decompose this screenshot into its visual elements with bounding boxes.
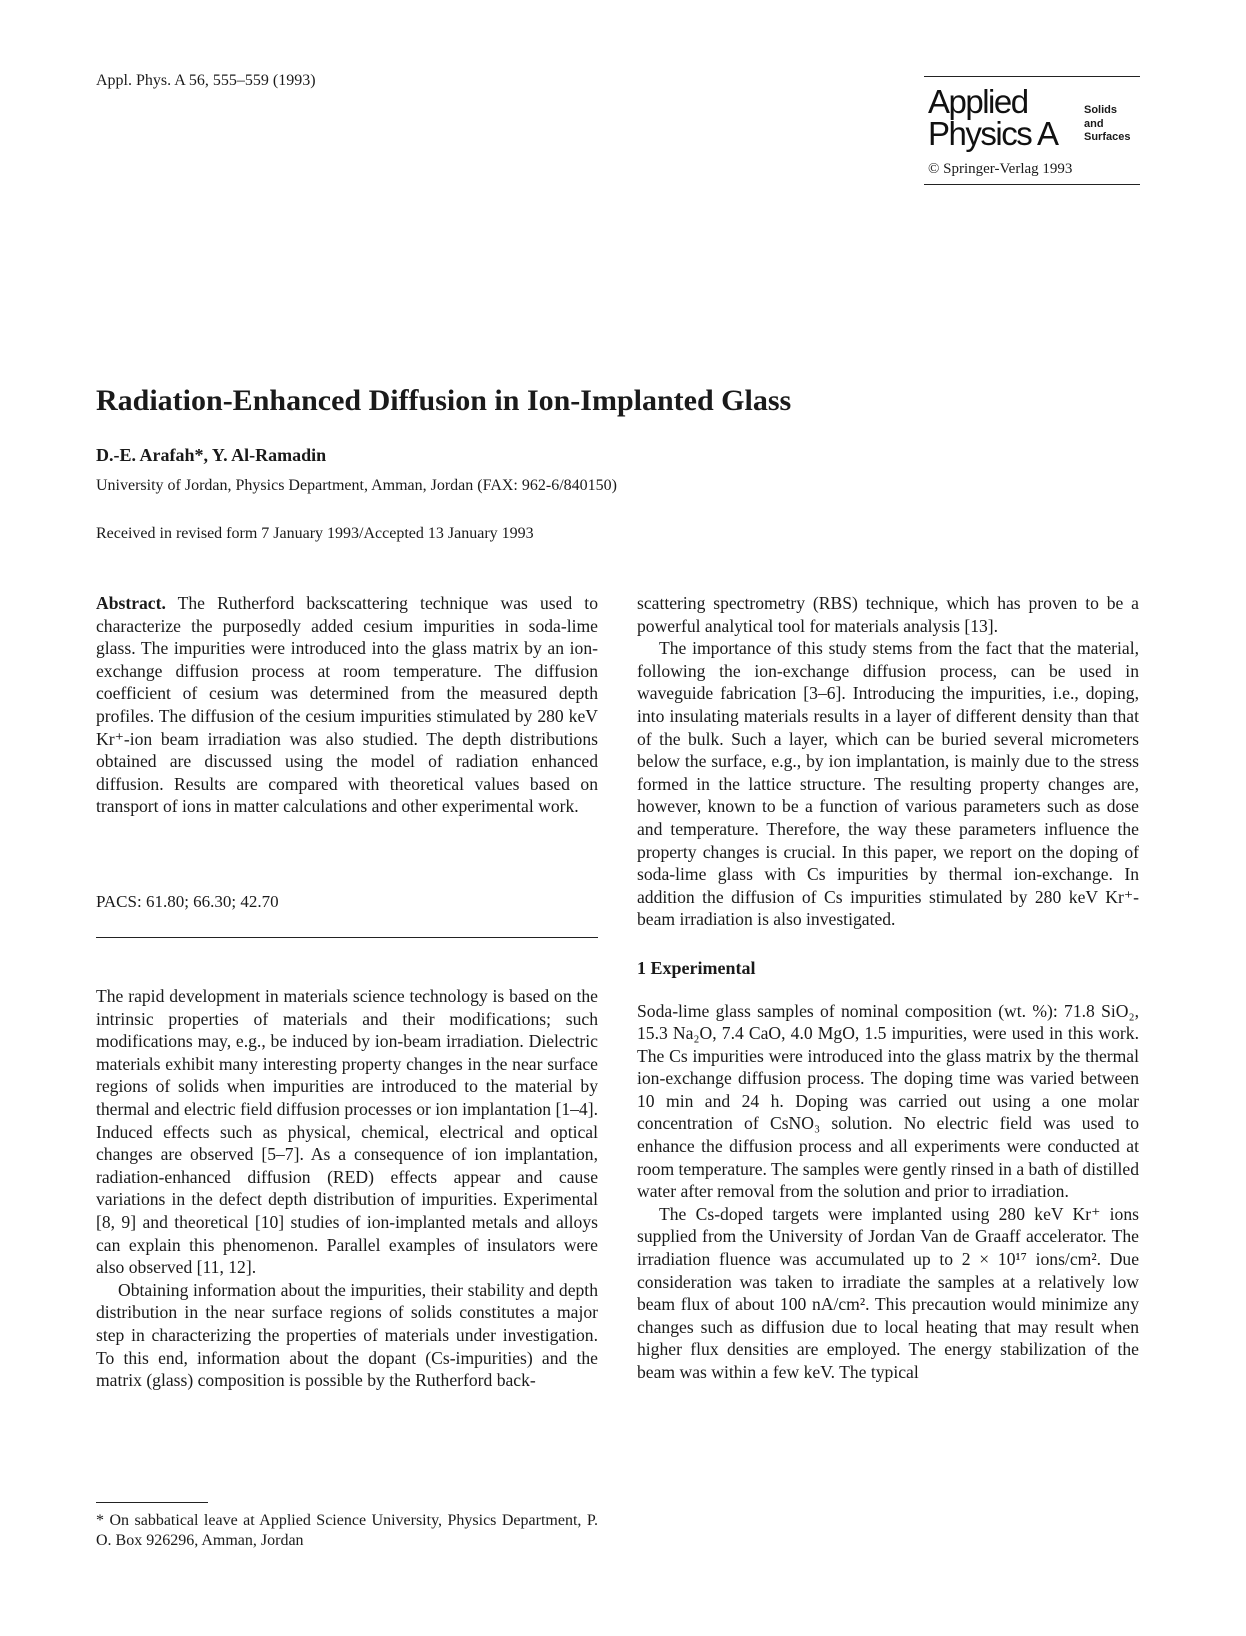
received-dates: Received in revised form 7 January 1993/Accepted 13 January 1993 bbox=[96, 525, 534, 542]
journal-logo-block bbox=[924, 76, 1140, 185]
intro-paragraph-2: Obtaining information about the impurities, their stability and depth distribution in the near surface regions of solids constitutes a major step in characterizing the properties of materials under investigation. To this end, information about the dopant (Cs-impurities) and the matrix (glass) composition is possible by the Rutherford back- bbox=[96, 1279, 598, 1391]
logo-sub-solids: Solids bbox=[1084, 104, 1118, 116]
logo-sub-and: and bbox=[1084, 118, 1104, 130]
footnote: * On sabbatical leave at Applied Science University, Physics Department, P. O. Box 926296, Amman, Jordan bbox=[96, 1512, 598, 1549]
left-column-body bbox=[96, 985, 598, 1392]
abstract bbox=[96, 592, 598, 818]
article-title: Radiation-Enhanced Diffusion in Ion-Implanted Glass bbox=[96, 384, 792, 417]
copyright-notice: © Springer-Verlag 1993 bbox=[928, 161, 1073, 177]
right-column-body bbox=[637, 592, 1139, 1384]
logo-line-applied: Applied bbox=[928, 83, 1028, 120]
section-heading-experimental: 1 Experimental bbox=[637, 957, 756, 978]
author-list: D.-E. Arafah*, Y. Al-Ramadin bbox=[96, 445, 327, 465]
experimental-paragraph-1: Soda-lime glass samples of nominal composition (wt. %): 71.8 SiO₂, 15.3 Na₂O, 7.4 CaO, 4.0 MgO, 1.5 impurities, were used in this work. The Cs impurities were introduced into the glass matrix by the thermal ion-exchange diffusion process. The doping time was varied between 10 min and 24 h. Doping was carried out using a one molar concentration of CsNO₃ solution. No electric field was used to enhance the diffusion process and all experiments were conducted at room temperature. The samples were gently rinsed in a bath of distilled water after removal from the solution and prior to irradiation. bbox=[637, 1000, 1139, 1202]
experimental-paragraph-2: The Cs-doped targets were implanted using 280 keV Kr⁺ ions supplied from the University of Jordan Van de Graaff accelerator. The irradiation fluence was accumulated up to 2 × 10¹⁷ ions/cm². Due consideration was taken to irradiate the samples at a relatively low beam flux of about 100 nA/cm². This precaution would minimize any changes such as diffusion due to local heating that may result when higher flux densities are employed. The energy stabilization of the beam was within a few keV. The typical bbox=[637, 1203, 1139, 1382]
journal-logo bbox=[924, 77, 1140, 157]
intro-paragraph-1: The rapid development in materials science technology is based on the intrinsic properties of materials and their modifications; such modifications may, e.g., be induced by ion-beam irradiation. Dielectric materials exhibit many interesting property changes in the near surface regions of solids when impurities are introduced to the material by thermal and electric field diffusion processes or ion implantation [1–4]. Induced effects such as physical, chemical, electrical and optical changes are observed [5–7]. As a consequence of ion implantation, radiation-enhanced diffusion (RED) effects appear and cause variations in the defect depth distribution of impurities. Experimental [8, 9] and theoretical [10] studies of ion-implanted metals and alloys can explain this phenomenon. Parallel examples of insulators were also observed [11, 12]. bbox=[96, 986, 598, 1278]
logo-bottom-rule bbox=[924, 184, 1140, 185]
pacs-codes: PACS: 61.80; 66.30; 42.70 bbox=[96, 892, 279, 911]
journal-citation: Appl. Phys. A 56, 555–559 (1993) bbox=[96, 72, 316, 89]
abstract-text: The Rutherford backscattering technique was used to characterize the purposedly added cesium impurities in soda-lime glass. The impurities were introduced into the glass matrix by an ion-exchange diffusion process at room temperature. The diffusion coefficient of cesium was determined from the measured depth profiles. The diffusion of the cesium impurities stimulated by 280 keV Kr⁺-ion beam irradiation was also studied. The depth distributions obtained are discussed using the model of radiation enhanced diffusion. Results are compared with theoretical values based on transport of ions in matter calculations and other experimental work. bbox=[96, 593, 598, 817]
affiliation: University of Jordan, Physics Department, Amman, Jordan (FAX: 962-6/840150) bbox=[96, 477, 617, 494]
rbs-paragraph: scattering spectrometry (RBS) technique, which has proven to be a powerful analytical tool for materials analysis [13]. bbox=[637, 593, 1139, 636]
abstract-divider bbox=[96, 937, 598, 938]
footnote-rule bbox=[96, 1502, 208, 1503]
abstract-label: Abstract. bbox=[96, 593, 166, 613]
logo-line-physics-a: Physics A bbox=[928, 115, 1058, 152]
importance-paragraph: The importance of this study stems from the fact that the material, following the ion-exchange diffusion process, can be used in waveguide fabrication [3–6]. Introducing the impurities, i.e., doping, into insulating materials results in a layer of different density than that of the bulk. Such a layer, which can be buried several micrometers below the surface, e.g., by ion implantation, is mainly due to the stress formed in the lattice structure. The resulting property changes are, however, known to be a function of various parameters such as dose and temperature. Therefore, the way these parameters influence the property changes is crucial. In this paper, we report on the doping of soda-lime glass with Cs impurities by thermal ion-exchange. In addition the diffusion of Cs impurities stimulated by 280 keV Kr⁺-beam irradiation is also investigated. bbox=[637, 638, 1139, 930]
logo-sub-surfaces: Surfaces bbox=[1084, 131, 1131, 143]
